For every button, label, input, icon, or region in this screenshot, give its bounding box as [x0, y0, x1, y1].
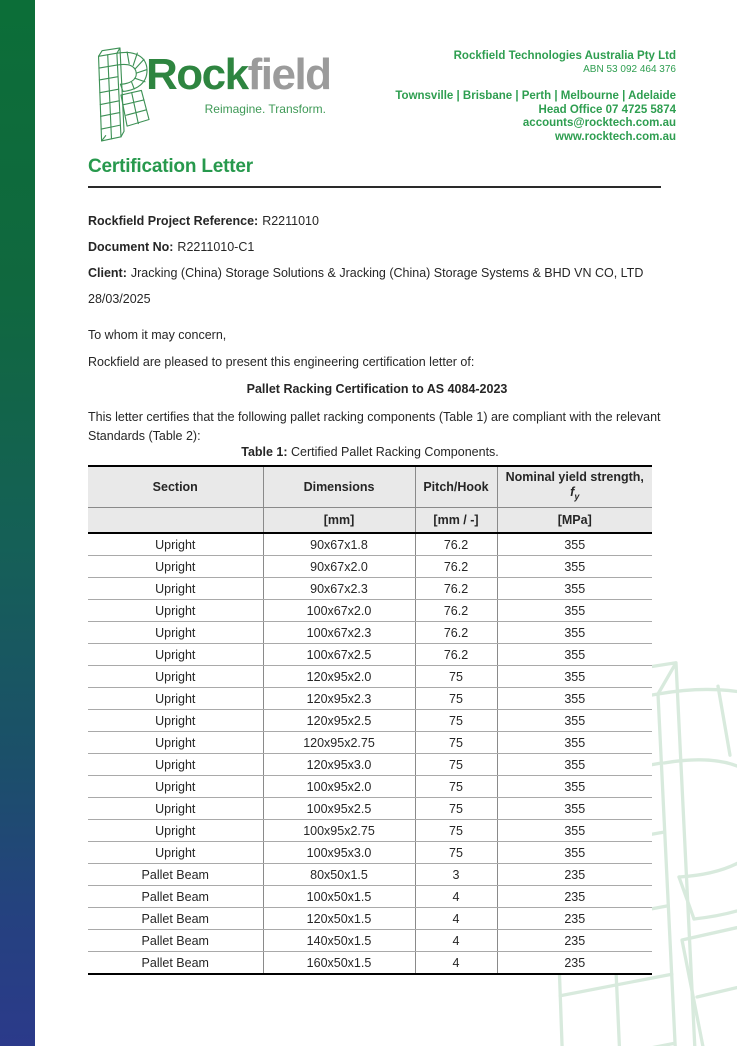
table-cell: Pallet Beam	[88, 952, 263, 975]
table-row	[88, 864, 652, 886]
table-cell: Upright	[88, 622, 263, 644]
table-cell: 100x67x2.3	[263, 622, 415, 644]
table-cell: 355	[497, 556, 652, 578]
table-cell: 4	[415, 908, 497, 930]
certification-title: Pallet Racking Certification to AS 4084-2023	[246, 382, 508, 396]
logotype-field: field	[247, 50, 331, 99]
table-cell: Upright	[88, 732, 263, 754]
table-cell: 4	[415, 952, 497, 975]
table-cell: 75	[415, 842, 497, 864]
table-cell: Upright	[88, 688, 263, 710]
company-contact-block	[395, 50, 676, 144]
table-cell: 75	[415, 776, 497, 798]
table-cell: 355	[497, 710, 652, 732]
table-cell: 90x67x1.8	[263, 533, 415, 556]
components-table	[88, 465, 652, 975]
table-cell: 355	[497, 688, 652, 710]
table-cell: 235	[497, 930, 652, 952]
table-row	[88, 688, 652, 710]
table-row	[88, 622, 652, 644]
table-cell: 75	[415, 666, 497, 688]
document-no-label: Document No:	[88, 240, 174, 254]
table-cell: 355	[497, 578, 652, 600]
yield-strength-text: Nominal yield strength,	[505, 469, 644, 484]
table-row	[88, 666, 652, 688]
company-abn: ABN 53 092 464 376	[583, 64, 676, 75]
company-email: accounts@rocktech.com.au	[522, 117, 676, 129]
table-cell: 355	[497, 798, 652, 820]
components-table-container	[88, 465, 652, 975]
table-cell: 3	[415, 864, 497, 886]
table-cell: 76.2	[415, 578, 497, 600]
table-cell: 4	[415, 886, 497, 908]
company-locations: Townsville | Brisbane | Perth | Melbourne | Adelaide	[395, 90, 676, 102]
table-cell: 355	[497, 820, 652, 842]
document-no-value: R2211010-C1	[177, 240, 255, 254]
client-value: Jracking (China) Storage Solutions & Jracking (China) Storage Systems & BHD VN CO, LTD	[130, 266, 644, 280]
table-row	[88, 533, 652, 556]
header-dimensions: Dimensions	[263, 466, 415, 508]
table-cell: 120x95x2.0	[263, 666, 415, 688]
reference-block	[88, 208, 663, 312]
table1-caption	[88, 445, 652, 459]
table-cell: Upright	[88, 666, 263, 688]
table-cell: 235	[497, 908, 652, 930]
table-cell: 90x67x2.0	[263, 556, 415, 578]
table-cell: Upright	[88, 820, 263, 842]
company-name: Rockfield Technologies Australia Pty Ltd	[453, 50, 676, 62]
company-phone: Head Office 07 4725 5874	[538, 103, 676, 116]
table-cell: 160x50x1.5	[263, 952, 415, 975]
letter-body	[88, 328, 666, 446]
table-cell: 80x50x1.5	[263, 864, 415, 886]
project-reference-label: Rockfield Project Reference:	[88, 214, 259, 228]
header-pitch-hook: Pitch/Hook	[415, 466, 497, 508]
table-cell: 100x95x2.0	[263, 776, 415, 798]
table-cell: 120x50x1.5	[263, 908, 415, 930]
salutation: To whom it may concern,	[88, 328, 227, 342]
table-row	[88, 952, 652, 975]
table-cell: 355	[497, 732, 652, 754]
table-cell: 76.2	[415, 600, 497, 622]
table-row	[88, 732, 652, 754]
table-row	[88, 842, 652, 864]
table-cell: 100x95x2.75	[263, 820, 415, 842]
client-label: Client:	[88, 266, 127, 280]
logotype-rock: Rock	[146, 50, 248, 99]
table-row	[88, 644, 652, 666]
table-row	[88, 886, 652, 908]
table-row	[88, 930, 652, 952]
table-cell: 75	[415, 820, 497, 842]
table-cell: 75	[415, 754, 497, 776]
table-cell: 75	[415, 798, 497, 820]
table-units-row	[88, 508, 652, 534]
table-cell: 355	[497, 666, 652, 688]
units-yield-strength: [MPa]	[497, 508, 652, 534]
table-cell: 75	[415, 732, 497, 754]
table-cell: Upright	[88, 533, 263, 556]
table-cell: Upright	[88, 798, 263, 820]
project-reference-value: R2211010	[262, 214, 319, 228]
table1-caption-label: Table 1:	[241, 445, 288, 459]
table-cell: Pallet Beam	[88, 908, 263, 930]
table-cell: 120x95x2.3	[263, 688, 415, 710]
table-cell: 355	[497, 754, 652, 776]
table-cell: 235	[497, 864, 652, 886]
table-row	[88, 600, 652, 622]
table-cell: Upright	[88, 754, 263, 776]
document-no-line	[88, 234, 663, 260]
table-row	[88, 556, 652, 578]
fy-symbol: $f_y$	[570, 484, 580, 502]
table-row	[88, 908, 652, 930]
table-cell: 355	[497, 533, 652, 556]
table-cell: 4	[415, 930, 497, 952]
certification-statement: This letter certifies that the following pallet racking components (Table 1) are compliant with the relevant Standards (Table 2):	[88, 410, 661, 443]
table-cell: 235	[564, 955, 586, 970]
header-yield-strength	[497, 466, 652, 508]
table-cell: 100x67x2.0	[263, 600, 415, 622]
intro-paragraph: Rockfield are pleased to present this engineering certification letter of:	[88, 355, 475, 369]
table-cell: 100x50x1.5	[263, 886, 415, 908]
table-cell: Pallet Beam	[88, 886, 263, 908]
brand-tagline: Reimagine. Transform.	[204, 102, 326, 116]
table-cell: 120x95x2.5	[263, 710, 415, 732]
table-cell: 100x67x2.5	[263, 644, 415, 666]
table-cell: Upright	[88, 842, 263, 864]
table-cell: Upright	[88, 710, 263, 732]
table-cell: 235	[497, 886, 652, 908]
table-cell: 76.2	[415, 556, 497, 578]
table-cell: 355	[497, 622, 652, 644]
table-cell: 100x95x2.5	[263, 798, 415, 820]
table-cell: 100x95x3.0	[263, 842, 415, 864]
table-row	[88, 578, 652, 600]
header-section: Section	[88, 466, 263, 508]
letter-date: 28/03/2025	[88, 292, 151, 306]
table-cell: Upright	[88, 600, 263, 622]
table-cell: 76.2	[415, 622, 497, 644]
table-cell: 90x67x2.3	[263, 578, 415, 600]
units-pitch-hook: [mm / -]	[415, 508, 497, 534]
table-cell: 120x95x2.75	[263, 732, 415, 754]
table-cell: Upright	[88, 556, 263, 578]
table-body	[88, 533, 652, 974]
table-cell: 355	[497, 842, 652, 864]
table-cell: 76.2	[415, 533, 497, 556]
table-header-row	[88, 466, 652, 508]
table-row	[88, 754, 652, 776]
table-row	[88, 776, 652, 798]
table-cell: Pallet Beam	[88, 930, 263, 952]
title-divider	[88, 186, 661, 188]
table-row	[88, 710, 652, 732]
project-reference-line	[88, 208, 663, 234]
table-cell: 120x95x3.0	[263, 754, 415, 776]
table-cell: 140x50x1.5	[263, 930, 415, 952]
table-cell: 76.2	[415, 644, 497, 666]
page-title: Certification Letter	[88, 156, 253, 177]
table-row	[88, 820, 652, 842]
table-cell: 355	[497, 776, 652, 798]
left-gradient-band	[0, 0, 35, 1046]
units-section	[88, 508, 263, 534]
units-dimensions: [mm]	[263, 508, 415, 534]
client-line	[88, 260, 663, 286]
table-row	[88, 798, 652, 820]
table-cell: Upright	[88, 578, 263, 600]
company-website: www.rocktech.com.au	[555, 130, 676, 143]
table-cell: Upright	[88, 644, 263, 666]
table-cell: 75	[415, 710, 497, 732]
table-cell: 355	[497, 600, 652, 622]
table-cell: Pallet Beam	[88, 864, 263, 886]
table-cell: Upright	[88, 776, 263, 798]
table-cell: 75	[415, 688, 497, 710]
table-cell: 355	[497, 644, 652, 666]
rockfield-logotype	[146, 50, 331, 99]
table1-caption-text: Certified Pallet Racking Components.	[287, 445, 499, 459]
